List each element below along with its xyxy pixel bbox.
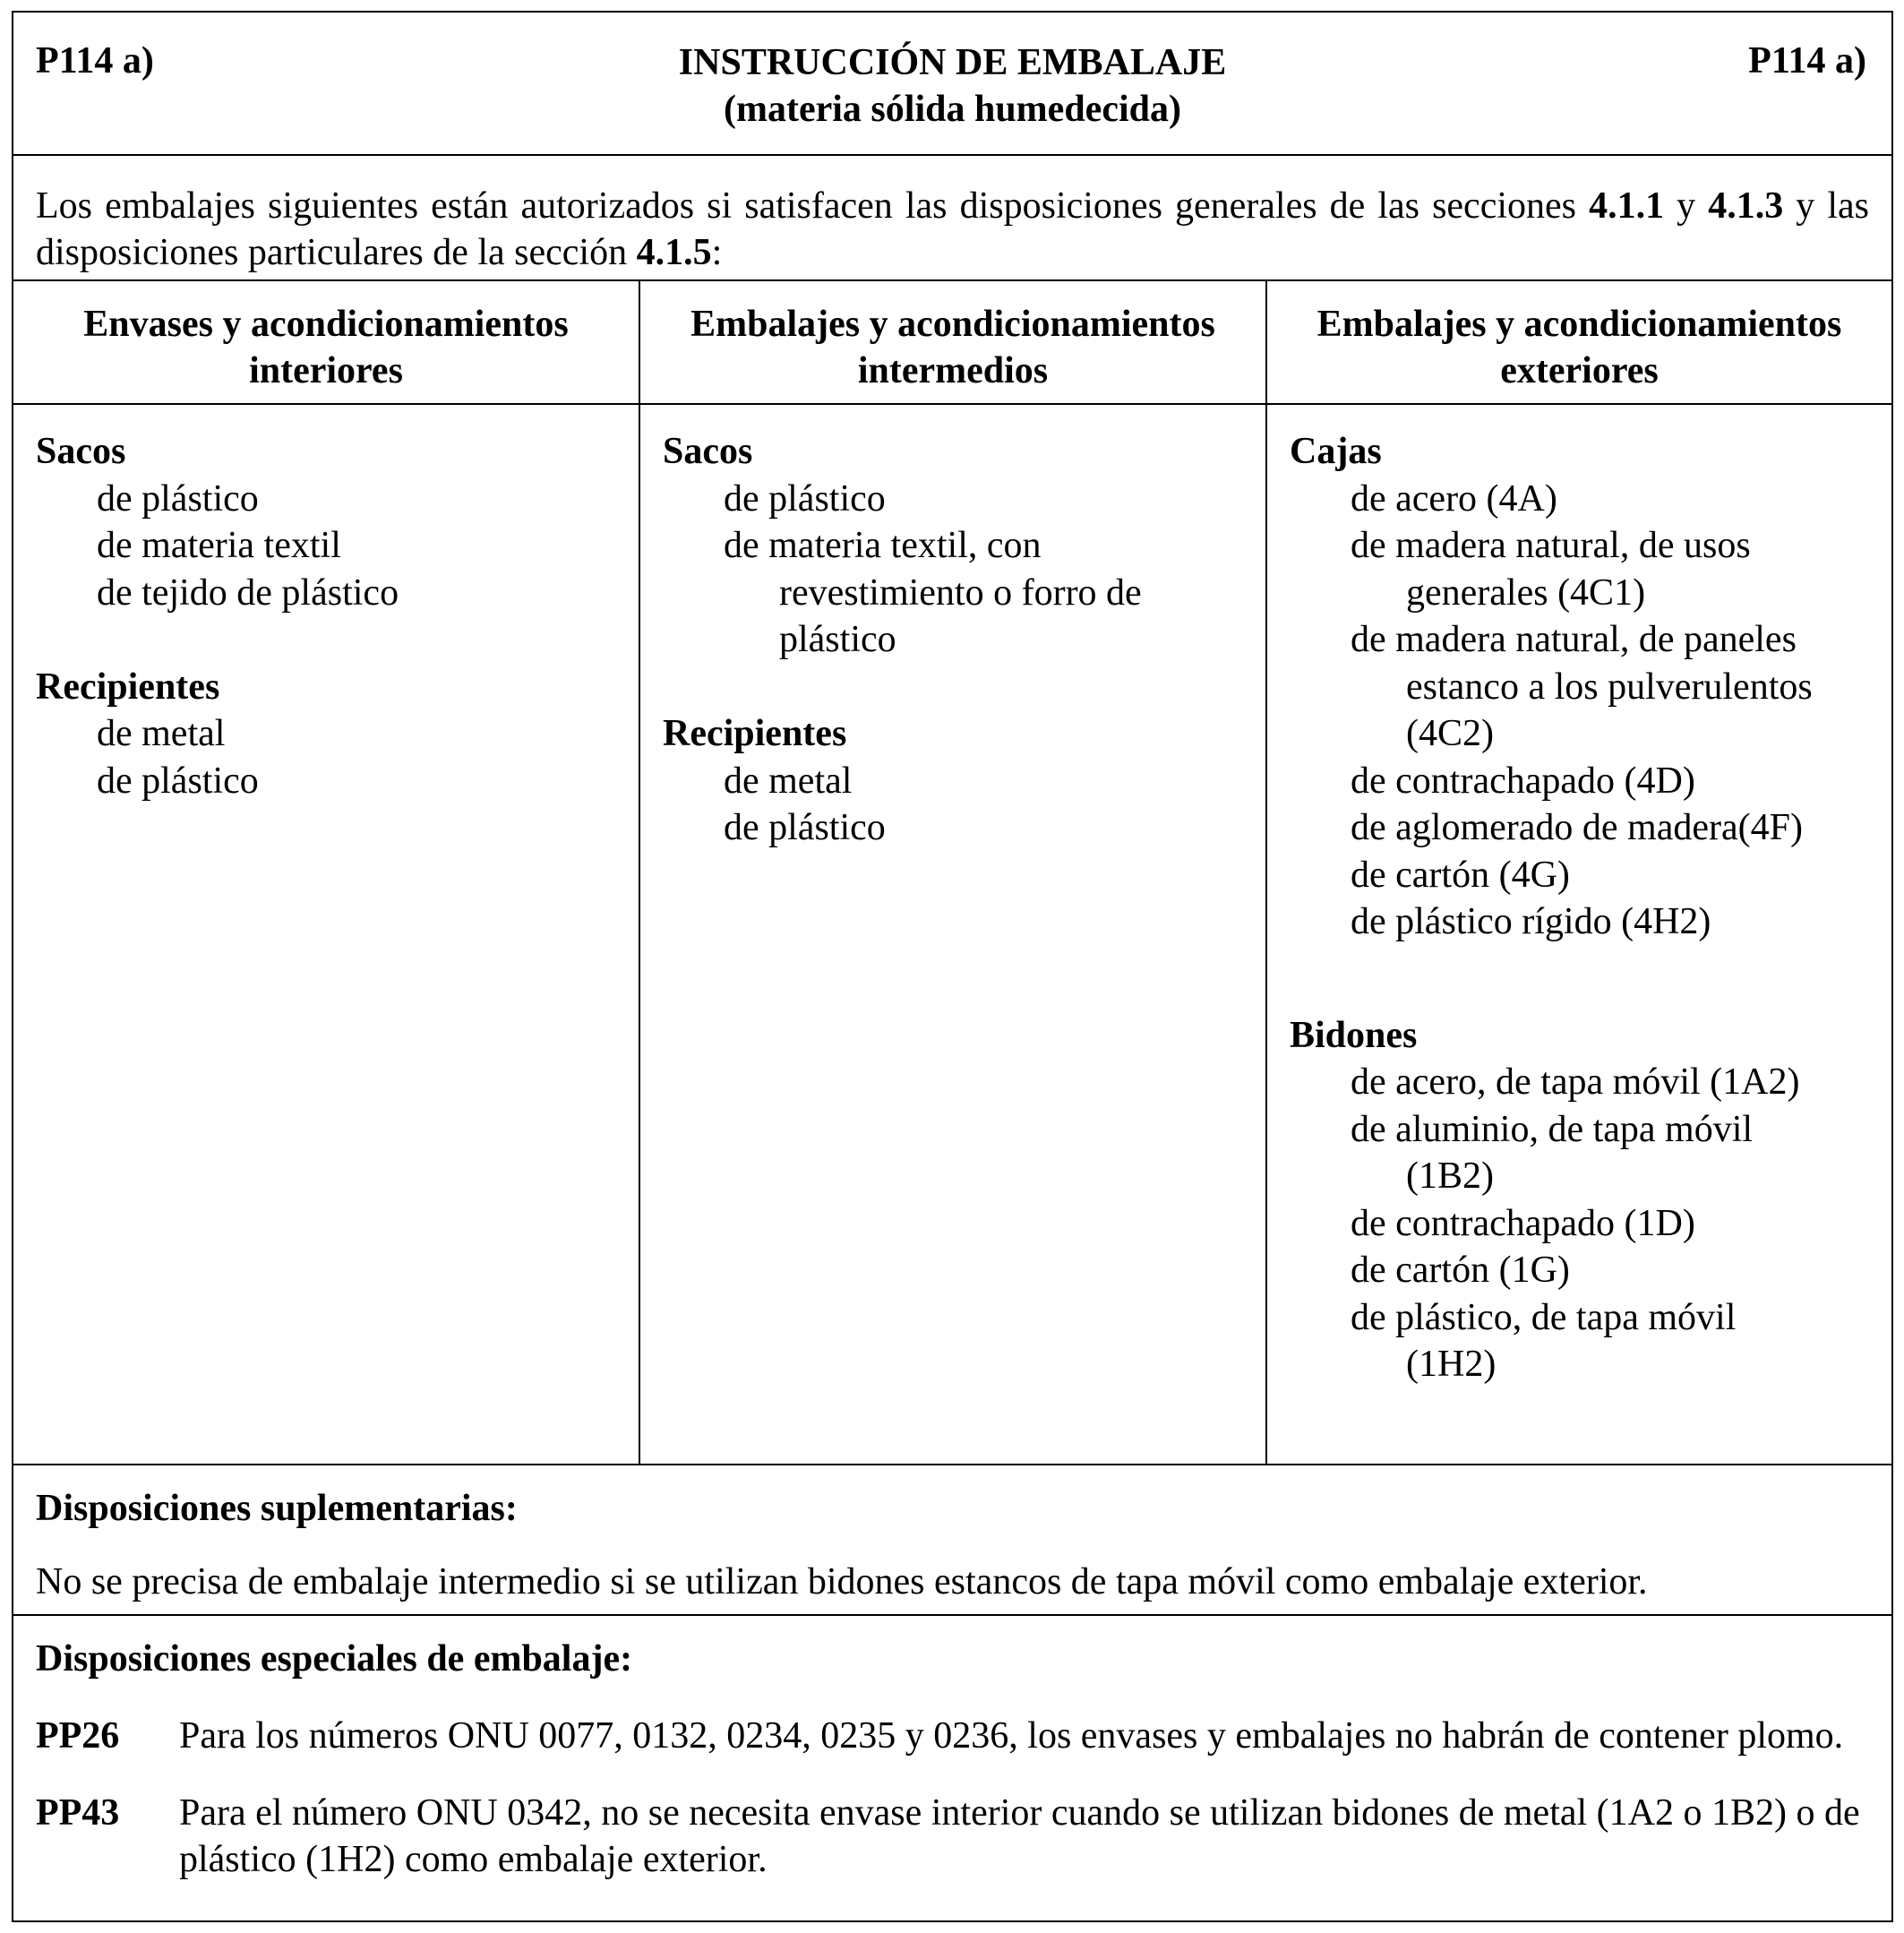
heading-line: Embalajes y acondicionamientos (690, 304, 1215, 345)
column-intermediate-packagings (640, 281, 1267, 1464)
list-item-continuation: generales (4C1) (1406, 571, 1646, 614)
packing-instruction-table (12, 11, 1893, 1922)
supplementary-text: No se precisa de embalaje intermedio si se utilizan bidones estancos de tapa móvil como embalaje exterior. (36, 1561, 1648, 1602)
instruction-code-left: P114 a) (36, 40, 154, 82)
provision-text: Para el número ONU 0342, no se necesita envase interior cuando se utilizan bidones de metal (1A2 o 1B2) o de plástico (1H2) como embalaje exterior. (179, 1792, 1860, 1880)
provision-text: Para los números ONU 0077, 0132, 0234, 0235 y 0236, los envases y embalajes no habrán de contener plomo. (179, 1715, 1844, 1757)
section-ref-4-1-5: 4.1.5 (636, 232, 712, 273)
intro-text-1: Los embalajes siguientes están autorizados si satisfacen las disposiciones generales de las secciones (36, 185, 1590, 227)
column-body-outer (1267, 405, 1891, 1388)
list-item-continuation: plástico (779, 619, 896, 660)
list-item: de materia textil (97, 525, 341, 566)
provision-code: PP26 (36, 1715, 120, 1757)
list-item: de plástico (97, 760, 259, 802)
intro-text-4: : (711, 232, 723, 273)
list-item: de materia textil, con (724, 525, 1042, 566)
spacer (663, 664, 1265, 711)
column-inner-packagings (13, 281, 640, 1464)
group-title-cajas: Cajas (1290, 431, 1382, 472)
list-item: de tejido de plástico (97, 571, 399, 614)
intro-text-2: y (1664, 185, 1709, 227)
provision-code: PP43 (36, 1792, 120, 1834)
list-item-continuation: (4C2) (1406, 713, 1494, 754)
list-item-continuation: revestimiento o forro de (779, 571, 1142, 614)
subtitle-text: (materia sólida humedecida) (724, 89, 1181, 130)
group-title-sacos: Sacos (663, 431, 753, 472)
list-item-continuation: estanco a los pulverulentos (1406, 666, 1813, 708)
supplementary-title: Disposiciones suplementarias: (36, 1488, 518, 1529)
heading-line: interiores (249, 350, 403, 391)
column-body-inner (13, 405, 639, 804)
column-outer-packagings (1267, 281, 1891, 1464)
list-item: de metal (97, 713, 226, 754)
section-ref-4-1-1: 4.1.1 (1589, 185, 1665, 227)
column-heading-outer (1267, 281, 1891, 405)
heading-line: Embalajes y acondicionamientos (1317, 304, 1842, 345)
group-title-recipientes: Recipientes (663, 713, 847, 754)
group-title-sacos: Sacos (36, 431, 126, 472)
list-item: de acero (4A) (1351, 477, 1557, 520)
group-title-recipientes: Recipientes (36, 666, 220, 708)
list-item: de plástico (724, 807, 886, 848)
column-heading-inner (13, 281, 639, 405)
list-item: de cartón (1G) (1351, 1250, 1570, 1291)
packaging-columns (13, 281, 1891, 1465)
list-item-continuation: (1B2) (1406, 1156, 1494, 1197)
heading-line: exteriores (1500, 350, 1659, 391)
list-item: de acero, de tapa móvil (1A2) (1351, 1061, 1800, 1103)
column-heading-intermediate (640, 281, 1265, 405)
spacer (1290, 946, 1891, 1012)
section-ref-4-1-3: 4.1.3 (1708, 185, 1784, 227)
list-item: de plástico, de tapa móvil (1351, 1296, 1737, 1338)
group-title-bidones: Bidones (1290, 1014, 1418, 1056)
list-item-continuation: (1H2) (1406, 1344, 1497, 1385)
title-row (13, 13, 1891, 156)
list-item: de metal (724, 760, 853, 802)
heading-line: Envases y acondicionamientos (83, 304, 569, 345)
list-item: de cartón (4G) (1351, 854, 1570, 896)
special-packing-provisions (13, 1616, 1891, 1924)
provision-pp26 (36, 1713, 1869, 1759)
special-provisions-title: Disposiciones especiales de embalaje: (36, 1638, 633, 1680)
list-item: de contrachapado (1D) (1351, 1202, 1695, 1244)
column-body-intermediate (640, 405, 1265, 852)
list-item: de plástico rígido (4H2) (1351, 901, 1711, 942)
instruction-code-right: P114 a) (1748, 40, 1866, 82)
title-text: INSTRUCCIÓN DE EMBALAJE (678, 42, 1227, 83)
intro-text-3: y las disposiciones particulares de la sección (36, 185, 1869, 273)
provision-pp43 (36, 1790, 1869, 1883)
list-item: de contrachapado (4D) (1351, 760, 1695, 802)
heading-line: intermedios (857, 350, 1049, 391)
spacer (36, 616, 639, 664)
instruction-title (13, 39, 1891, 133)
list-item: de aglomerado de madera(4F) (1351, 807, 1803, 848)
list-item: de aluminio, de tapa móvil (1351, 1108, 1754, 1150)
list-item: de madera natural, de paneles (1351, 619, 1797, 660)
list-item: de plástico (97, 477, 259, 520)
list-item: de madera natural, de usos (1351, 525, 1751, 566)
intro-paragraph (13, 156, 1891, 281)
list-item: de plástico (724, 477, 886, 520)
supplementary-provisions (13, 1465, 1891, 1616)
